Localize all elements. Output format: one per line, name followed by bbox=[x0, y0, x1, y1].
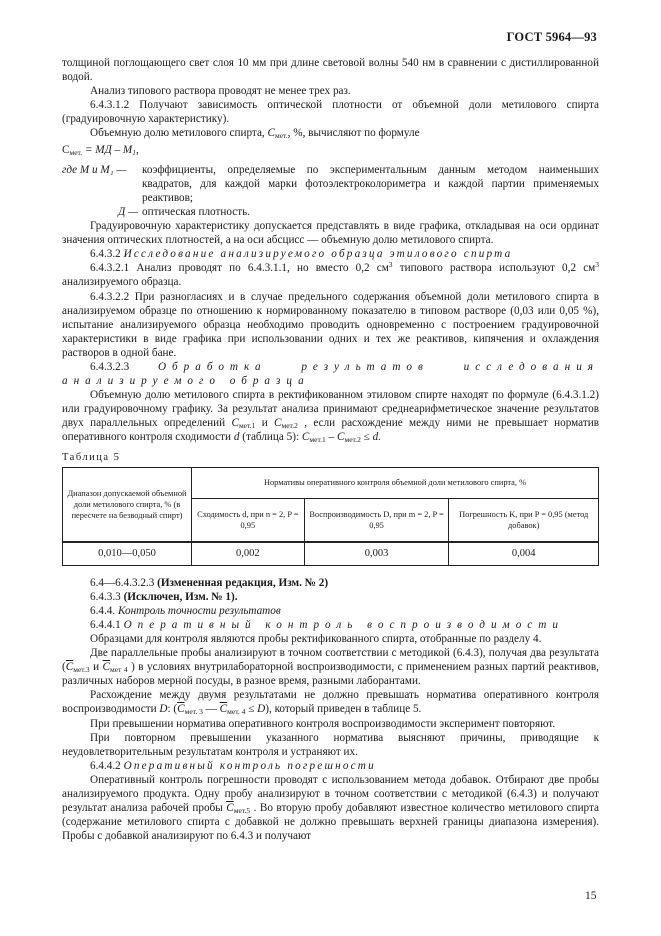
paragraph bbox=[62, 688, 599, 716]
table-header-cell: Воспроизводимость D, при m = 2, P = 0,95 bbox=[304, 498, 449, 542]
subscript: мет.3 bbox=[73, 665, 90, 675]
definition-label: где М и М₁ — bbox=[62, 163, 127, 176]
section-number: 6.4.4.2 bbox=[90, 759, 124, 772]
subscript: мет 4 bbox=[110, 665, 128, 675]
subscript: мет. bbox=[69, 147, 83, 157]
paragraph: Анализ типового раствора проводят не менее трех раз. bbox=[90, 85, 351, 98]
section-heading bbox=[62, 247, 599, 261]
text-run: и bbox=[255, 417, 275, 430]
text-run: — bbox=[202, 703, 220, 716]
paragraph: Образцами для контроля являются пробы ректификованного спирта, отобранные по разделу 4. bbox=[90, 633, 542, 645]
section-number: 6.4.3.2.3 bbox=[90, 360, 158, 373]
paragraph bbox=[62, 646, 599, 688]
table-cell: 0,004 bbox=[449, 542, 599, 566]
section-number: 6.4—6.4.3.2.3 bbox=[90, 576, 158, 589]
table-5 bbox=[62, 467, 599, 566]
text-run: : ( bbox=[167, 703, 178, 716]
section-heading bbox=[62, 360, 599, 388]
paragraph: 6.4.3.1.2 Получают зависимость оптической плотности от объемной доли метилового спирта (градуировочную характеристику). bbox=[62, 99, 599, 126]
text-run: , bbox=[135, 143, 139, 156]
subscript: мет. 4 bbox=[227, 707, 246, 717]
text-run: и bbox=[89, 661, 103, 674]
section-title: Оперативный контроль погрешности bbox=[123, 759, 376, 772]
text-run: Объемную долю метилового спирта в ректификованном этиловом спирте находят по формуле (6.4.3.1.2) или градуировочному графику. За результат анализа принимают среднеарифметическое значение результатов двух параллельных определений bbox=[62, 389, 599, 430]
paragraph: При превышении норматива оперативного контроля воспроизводимости эксперимент повторяют. bbox=[90, 717, 556, 730]
section-heading bbox=[62, 618, 599, 632]
paragraph bbox=[62, 261, 599, 289]
subscript: мет.5 bbox=[233, 806, 251, 816]
paragraph: При повторном превышении указанного норматива выясняют причины, приводящие к неудовлетворительным результатам контроля и устраняют их. bbox=[62, 731, 599, 758]
symbol: ≤ D bbox=[245, 703, 266, 716]
text-run: Две параллельные пробы анализируют в точном соответствии с методикой (6.4.3), получая два результата ( bbox=[62, 647, 599, 674]
symbol: С bbox=[301, 431, 310, 444]
subscript: мет.2 bbox=[281, 421, 298, 431]
table-cell: 0,003 bbox=[304, 542, 449, 566]
section-heading bbox=[62, 759, 599, 773]
definition-text: коэффициенты, определяемые по экспериментальным данным методом наименьших квадратов, для каждой марки фотоэлектроколориметра и каждой партии применяемых реактивов; bbox=[142, 163, 599, 204]
symbol: С bbox=[177, 703, 185, 716]
paragraph bbox=[62, 773, 599, 843]
table-row bbox=[63, 542, 599, 566]
symbol: ≤ d. bbox=[360, 431, 381, 444]
table-header-cell: Диапазон допускаемой объемной доли метилового спирта, % (в пересчете на безводный спирт) bbox=[63, 467, 192, 542]
subscript: мет.1 bbox=[309, 435, 326, 445]
definition-label: Д — bbox=[118, 205, 138, 218]
symbol: D bbox=[159, 703, 168, 716]
amendment-note: (Исключен, Изм. № 1). bbox=[123, 590, 238, 603]
section-number: 6.4.4. bbox=[90, 604, 118, 617]
table-header-row bbox=[63, 467, 599, 498]
subscript: мет. 3 bbox=[184, 707, 203, 717]
table-caption: Таблица 5 bbox=[62, 451, 121, 463]
text-run: (таблица 5): bbox=[239, 431, 302, 444]
symbol: С bbox=[65, 661, 74, 674]
text-run: , если расхождение между ними не превышает норматив оперативного контроля сходимости bbox=[62, 417, 599, 444]
table-cell: 0,010—0,050 bbox=[63, 542, 192, 566]
subscript: мет. bbox=[274, 131, 288, 141]
symbol: С bbox=[267, 127, 275, 140]
text-run: типового раствора используют 0,2 см bbox=[392, 262, 596, 275]
definitions bbox=[62, 163, 599, 219]
body-text bbox=[62, 56, 599, 843]
table-header-cell: Погрешность K, при P = 0,95 (метод добавок) bbox=[449, 498, 599, 542]
section-title: Контроль точности результатов bbox=[117, 604, 281, 617]
table-header-cell: Сходимость d, при n = 2, P = 0,95 bbox=[192, 498, 305, 542]
symbol: С bbox=[219, 703, 228, 716]
paragraph bbox=[62, 576, 599, 590]
section-number: 6.4.3.3 bbox=[90, 590, 124, 603]
definition-row bbox=[62, 205, 599, 219]
symbol: d bbox=[233, 431, 240, 444]
formula-expression: = МД – М bbox=[82, 143, 133, 156]
text-run: Расхождение между двумя результатами не должно превышать норматива оперативного контроля воспроизводимости bbox=[62, 689, 599, 716]
paragraph: толщиной поглощающего свет слоя 10 мм при длине световой волны 540 нм в сравнении с дистиллированной водой. bbox=[62, 57, 599, 84]
text-run: . Во вторую пробу добавляют известное количество метилового спирта (содержание метилового спирта с добавкой не должно превышать верхней границы диапазона измерения). Пробы с добавкой анализируют по 6.4.3 и получают bbox=[62, 802, 599, 843]
text-run: ), который приведен в таблице 5. bbox=[265, 703, 422, 716]
symbol: С bbox=[62, 143, 70, 156]
paragraph: Градуировочную характеристику допускается представлять в виде графика, откладывая на оси ординат значения оптических плотностей, а на оси абсцисс — объемную долю метилового спирта. bbox=[62, 220, 599, 247]
paragraph bbox=[62, 126, 599, 140]
amendment-note: (Измененная редакция, Изм. № 2) bbox=[157, 576, 329, 589]
page-number: 15 bbox=[585, 890, 597, 902]
paragraph bbox=[62, 590, 599, 604]
symbol: – С bbox=[325, 431, 345, 444]
text-run: Объемную долю метилового спирта, bbox=[90, 127, 265, 140]
section-title: Исследование анализируемого образца этилового спирта bbox=[123, 248, 513, 261]
section-title: Оперативный контроль воспроизводимости bbox=[123, 618, 564, 631]
standard-code-header: ГОСТ 5964—93 bbox=[506, 30, 597, 44]
definition-text: оптическая плотность. bbox=[142, 205, 250, 218]
superscript: 3 bbox=[388, 260, 393, 270]
superscript: 3 bbox=[595, 260, 600, 270]
subscript: мет.2 bbox=[344, 435, 361, 445]
text-run: Оперативный контроль погрешности проводят с использованием метода добавок. Отбирают две пробы анализируемого продукта. Одну пробу анализируют в точном соответствии с методикой (6.4.3) и получают результат анализа рабочей пробы bbox=[62, 773, 599, 815]
section-number: 6.4.4.1 bbox=[90, 618, 124, 631]
text-run: анализируемого образца. bbox=[62, 276, 182, 289]
paragraph: 6.4.3.2.2 При разногласиях и в случае предельного содержания объемной доли метилового спирта в анализируемом образце по отношению к нормированному показателю в типовом растворе (0,03 или 0,05 %), испытание анализируемого образца необходимо проводить одновременно с построением градуировочной характеристики в виде графика при использовании одних и тех же реактивов, кипячения и охлаждения растворов в одной бане. bbox=[62, 290, 599, 359]
text-run: 6.4.3.2.1 Анализ проводят по 6.4.3.1.1, но вместо 0,2 см bbox=[90, 262, 389, 275]
subscript: 1 bbox=[132, 147, 136, 157]
table-cell: 0,002 bbox=[192, 542, 305, 566]
symbol: С bbox=[102, 661, 110, 674]
table-header-cell: Нормативы оперативного контроля объемной доли метилового спирта, % bbox=[192, 467, 599, 498]
text-run: , %, вычисляют по формуле bbox=[287, 127, 420, 140]
symbol: С bbox=[231, 417, 239, 430]
symbol: С bbox=[274, 417, 282, 430]
subscript: мет.1 bbox=[238, 421, 256, 431]
symbol: С bbox=[226, 802, 234, 815]
formula bbox=[62, 143, 599, 157]
definition-row bbox=[62, 163, 599, 205]
section-heading bbox=[62, 604, 599, 618]
section-number: 6.4.3.2 bbox=[90, 248, 124, 261]
text-run: ) в условиях внутрилабораторной воспроизводимости, с применением разных партий реактивов, различных наборов мерной посуды, в разное время, разными лаборантами. bbox=[62, 661, 599, 688]
paragraph bbox=[62, 388, 599, 444]
section-title: Обработка результатов исследования анализируемого образца bbox=[62, 360, 599, 388]
